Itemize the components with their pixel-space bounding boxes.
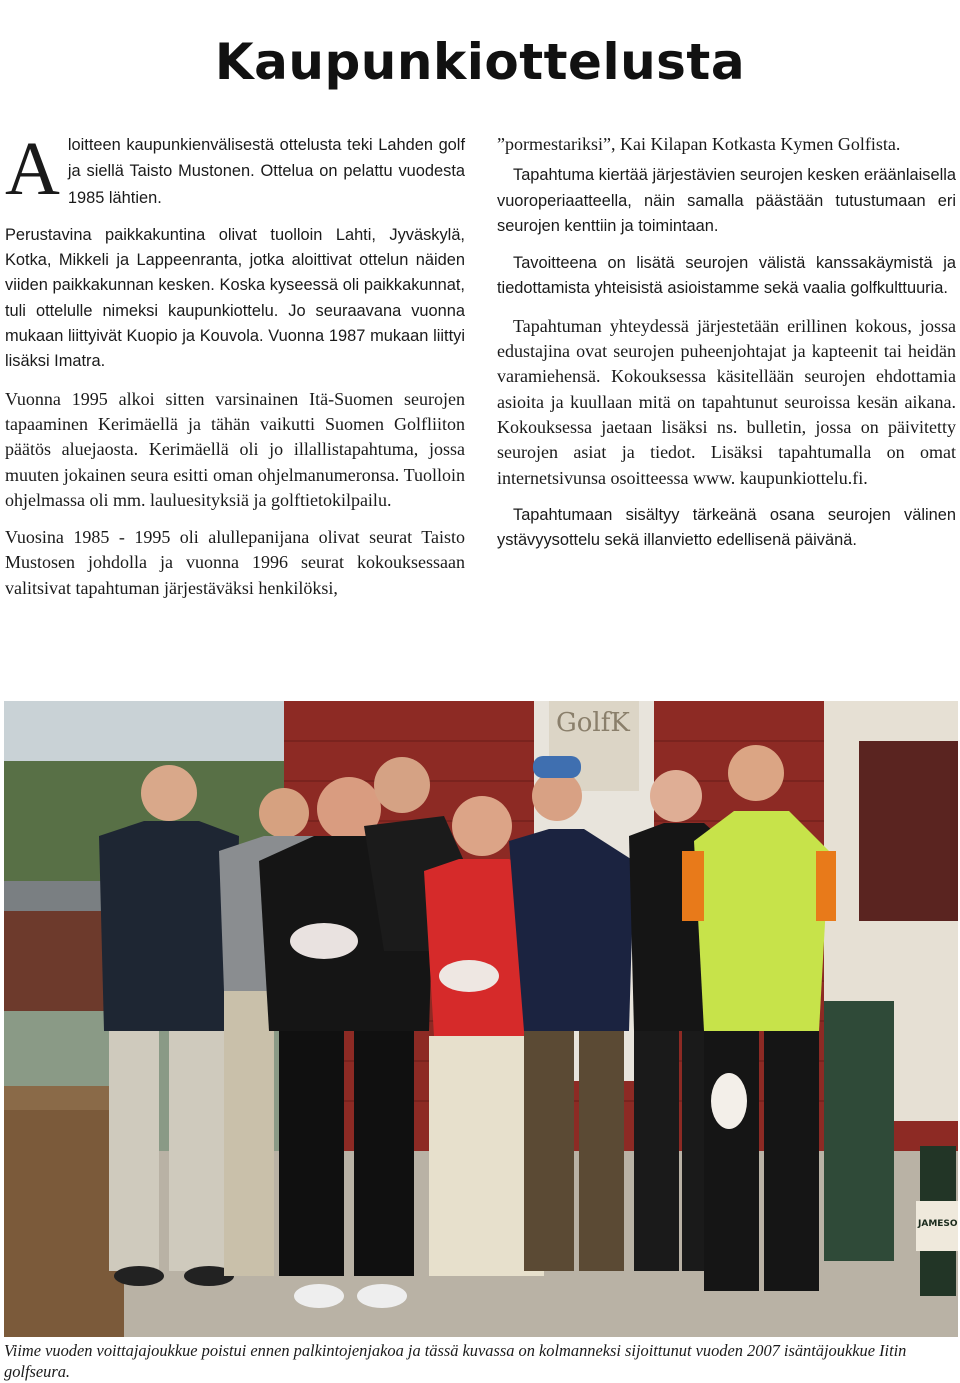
right-paragraph-5: Tapahtumaan sisältyy tärkeänä osana seurojen välinen ystävyysottelu sekä illanvietto edellisenä päivänä.	[497, 505, 956, 550]
photo-sign-text: GolfK	[556, 708, 630, 738]
right-paragraph-4: Tapahtuman yhteydessä järjestetään erillinen kokous, jossa edustajina ovat seurojen puheenjohtajat ja kapteenit tai heidän varamiehensä. Kokouksessa käsitellään seurojen ehdottamia asioita ja kuullaan mitä on tapahtunut seuroissa kesän aikana. Kokouksessa jaetaan lisäksi ns. bulletin, jossa on päivitetty seurojen asiat ja tiedot. Lisäksi tapahtumalla on omat internetsivunsa osoitteessa www. kaupunkiottelu.fi.	[497, 315, 956, 488]
left-paragraph-4: Vuosina 1985 - 1995 oli alullepanijana olivat seurat Taisto Mustosen johdolla ja vuonna 1996 seurat kokouksessaan valitsivat tapahtuman järjestäväksi henkilöksi,	[5, 527, 465, 598]
drop-cap: A	[5, 127, 60, 211]
left-paragraph-3: Vuonna 1995 alkoi sitten varsinainen Itä-Suomen seurojen tapaaminen Kerimäellä ja tähän vaikutti Suomen Golfliiton päätös aluejaosta. Kerimäellä oli jo illallistapahtuma, jossa muuten jokainen seura esitti oman ohjelmanumeronsa. Tuolloin ohjelmassa oli mm. lauluesityksiä ja golftietokilpailu.	[5, 388, 465, 510]
right-column	[497, 132, 956, 565]
intro-text: loitteen kaupunkienvälisestä ottelusta teki Lahden golf ja siellä Taisto Mustonen. Ottelua on pelattu vuodesta 1985 lähtien.	[67, 136, 465, 207]
intro-paragraph	[5, 127, 465, 211]
right-paragraph-1: ”pormestariksi”, Kai Kilapan Kotkasta Kymen Golfista.	[497, 134, 901, 154]
page-title: Kaupunkiottelusta	[214, 32, 746, 91]
team-photo	[4, 701, 958, 1337]
left-paragraph-2: Perustavina paikkakuntina olivat tuolloin Lahti, Jyväskylä, Kotka, Mikkeli ja Lappeenranta, jotka aloittivat ottelun näiden viiden paikkakunnan kesken. Koska kyseessä oli paikkakunnat, tuli ottelulle nimeksi kaupunkiottelu. Jo seuraavana vuonna mukaan liittyivät Kuopio ja Kouvola. Vuonna 1987 mukaan liittyi lisäksi Imatra.	[5, 225, 465, 371]
person-1	[99, 765, 239, 1286]
photo-caption: Viime vuoden voittajajoukkue poistui ennen palkintojenjakoa ja tässä kuvassa on kolmanneksi sijoittunut vuoden 2007 isäntäjoukkue Iitin golfseura.	[4, 1341, 907, 1381]
bottle-label: JAMESO	[918, 1219, 958, 1229]
right-paragraph-3: Tavoitteena on lisätä seurojen välistä kanssakäymistä ja tiedottamista yhteisistä asioistamme sekä vaalia golfkulttuuria.	[497, 254, 956, 298]
right-paragraph-2: Tapahtuma kiertää järjestävien seurojen kesken eräänlaisella vuoroperiaatteella, näin samalla päästään tutustumaan eri seurojen kenttiin ja toimintaan.	[497, 166, 956, 235]
left-column	[5, 127, 465, 613]
